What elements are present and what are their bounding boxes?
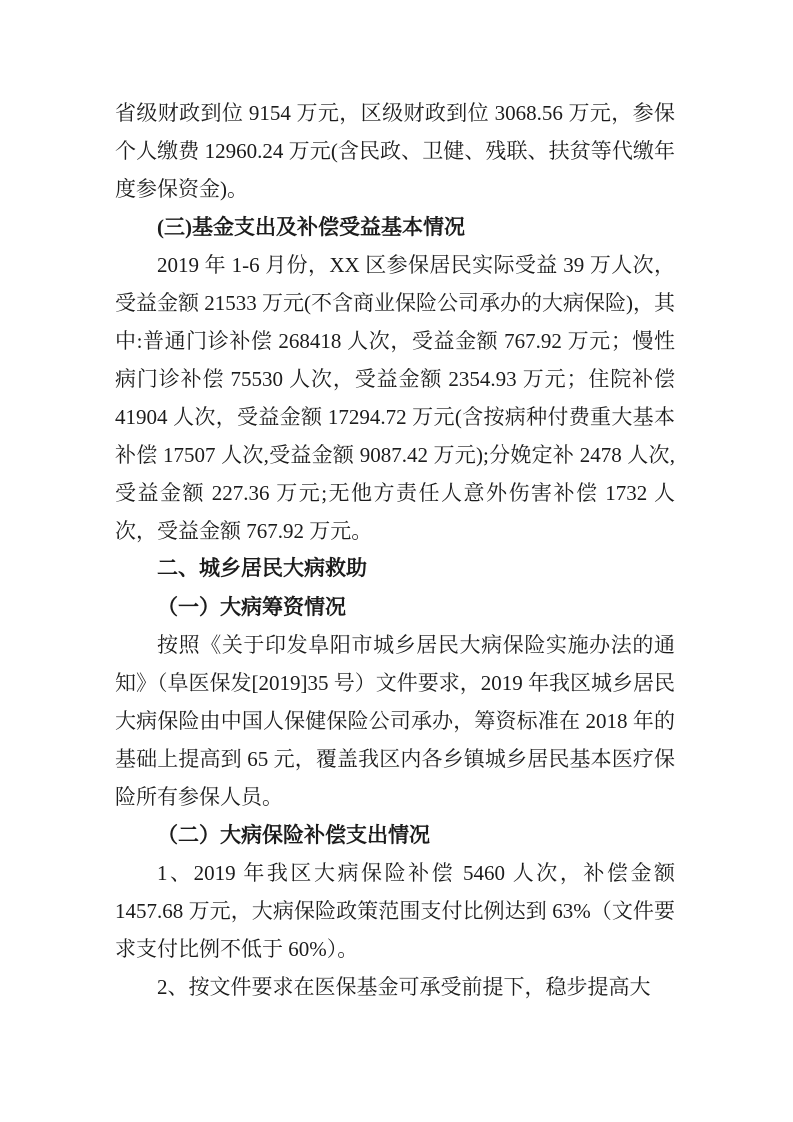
paragraph-benefit-statistics: 2019 年 1-6 月份，XX 区参保居民实际受益 39 万人次，受益金额 21533 万元(不含商业保险公司承办的大病保险)，其中:普通门诊补偿 268418 人次，受益金额 767.92 万元；慢性病门诊补偿 75530 人次，受益金额 2354.93 万元；住院补偿 41904 人次，受益金额 17294.72 万元(含按病种付费重大基本补偿 17507 人次,受益金额 9087.42 万元);分娩定补 2478 人次,受益金额 227.36 万元;无他方责任人意外伤害补偿 1732 人次，受益金额 767.92 万元。 — [115, 253, 675, 543]
heading-section-2-compensation-expenditure: （二）大病保险补偿支出情况 — [157, 823, 430, 847]
heading-section-3-fund-expenditure: (三)基金支出及补偿受益基本情况 — [157, 215, 465, 239]
heading-section-1-fundraising: （一）大病筹资情况 — [157, 595, 346, 619]
heading-part-2-serious-illness-aid: 二、城乡居民大病救助 — [157, 557, 367, 580]
paragraph-compensation-statistics: 1、2019 年我区大病保险补偿 5460 人次，补偿金额 1457.68 万元，大病保险政策范围支付比例达到 63%（文件要求支付比例不低于 60%）。 — [115, 861, 675, 961]
paragraph-fund-arrival-continued: 省级财政到位 9154 万元，区级财政到位 3068.56 万元，参保个人缴费 12960.24 万元(含民政、卫健、残联、扶贫等代缴年度参保资金)。 — [115, 101, 675, 201]
paragraph-fundraising-policy: 按照《关于印发阜阳市城乡居民大病保险实施办法的通知》（阜医保发[2019]35 号）文件要求，2019 年我区城乡居民大病保险由中国人保健保险公司承办，筹资标准在 2018 年的基础上提高到 65 元，覆盖我区内各乡镇城乡居民基本医疗保险所有参保人员。 — [115, 633, 675, 809]
paragraph-item-2-truncated: 2、按文件要求在医保基金可承受前提下，稳步提高大 — [157, 975, 651, 999]
